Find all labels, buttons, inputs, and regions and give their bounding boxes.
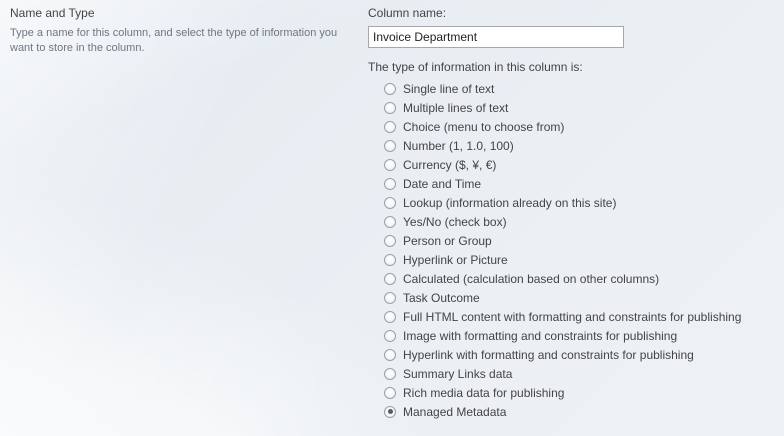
- column-type-option-label: Summary Links data: [403, 366, 513, 381]
- column-type-option-label: Full HTML content with formatting and constraints for publishing: [403, 309, 742, 324]
- column-type-option[interactable]: [368, 250, 778, 269]
- name-and-type-section: [10, 6, 350, 56]
- radio-button-icon[interactable]: [384, 216, 396, 228]
- radio-button-icon[interactable]: [384, 292, 396, 304]
- radio-button-icon[interactable]: [384, 159, 396, 171]
- radio-button-icon[interactable]: [384, 406, 396, 418]
- column-type-option-label: Calculated (calculation based on other columns): [403, 271, 660, 286]
- column-type-option[interactable]: [368, 326, 778, 345]
- column-type-option-label: Lookup (information already on this site): [403, 195, 617, 210]
- radio-button-icon[interactable]: [384, 330, 396, 342]
- column-type-option-label: Yes/No (check box): [403, 214, 507, 229]
- radio-button-icon[interactable]: [384, 83, 396, 95]
- column-type-option-label: Currency ($, ¥, €): [403, 157, 497, 172]
- radio-button-icon[interactable]: [384, 178, 396, 190]
- column-type-option[interactable]: [368, 193, 778, 212]
- radio-button-icon[interactable]: [384, 311, 396, 323]
- column-settings-pane: [368, 6, 778, 421]
- column-type-option-label: Task Outcome: [403, 290, 480, 305]
- radio-button-icon[interactable]: [384, 273, 396, 285]
- column-name-label: Column name:: [368, 6, 447, 20]
- column-type-option-label: Image with formatting and constraints for publishing: [403, 328, 678, 343]
- column-type-option-label: Rich media data for publishing: [403, 385, 565, 400]
- column-type-option-label: Hyperlink or Picture: [403, 252, 508, 267]
- column-type-option[interactable]: [368, 402, 778, 421]
- column-type-option[interactable]: [368, 79, 778, 98]
- radio-button-icon[interactable]: [384, 140, 396, 152]
- radio-button-icon[interactable]: [384, 121, 396, 133]
- column-type-radio-group: [368, 79, 778, 421]
- column-type-option[interactable]: [368, 288, 778, 307]
- radio-button-icon[interactable]: [384, 368, 396, 380]
- column-type-option-label: Person or Group: [403, 233, 492, 248]
- column-type-option[interactable]: [368, 364, 778, 383]
- column-type-option-label: Managed Metadata: [403, 404, 507, 419]
- column-type-option[interactable]: [368, 231, 778, 250]
- radio-button-icon[interactable]: [384, 102, 396, 114]
- column-type-option[interactable]: [368, 117, 778, 136]
- column-type-option-label: Hyperlink with formatting and constraints for publishing: [403, 347, 694, 362]
- radio-button-icon[interactable]: [384, 254, 396, 266]
- column-type-option[interactable]: [368, 155, 778, 174]
- column-type-option-label: Choice (menu to choose from): [403, 119, 565, 134]
- column-type-option[interactable]: [368, 269, 778, 288]
- section-description: Type a name for this column, and select the type of information you want to store in the column.: [10, 27, 338, 54]
- column-type-option[interactable]: [368, 174, 778, 193]
- column-type-option[interactable]: [368, 212, 778, 231]
- column-type-option[interactable]: [368, 345, 778, 364]
- column-type-option-label: Single line of text: [403, 81, 495, 96]
- column-type-option[interactable]: [368, 307, 778, 326]
- section-title: Name and Type: [10, 6, 95, 20]
- column-name-input[interactable]: [368, 26, 624, 48]
- column-type-option[interactable]: [368, 136, 778, 155]
- radio-button-icon[interactable]: [384, 387, 396, 399]
- column-type-option-label: Number (1, 1.0, 100): [403, 138, 514, 153]
- radio-button-icon[interactable]: [384, 235, 396, 247]
- column-type-option-label: Date and Time: [403, 176, 482, 191]
- column-type-option-label: Multiple lines of text: [403, 100, 509, 115]
- column-type-option[interactable]: [368, 383, 778, 402]
- column-type-option[interactable]: [368, 98, 778, 117]
- radio-button-icon[interactable]: [384, 349, 396, 361]
- radio-button-icon[interactable]: [384, 197, 396, 209]
- column-type-label: The type of information in this column is:: [368, 60, 583, 74]
